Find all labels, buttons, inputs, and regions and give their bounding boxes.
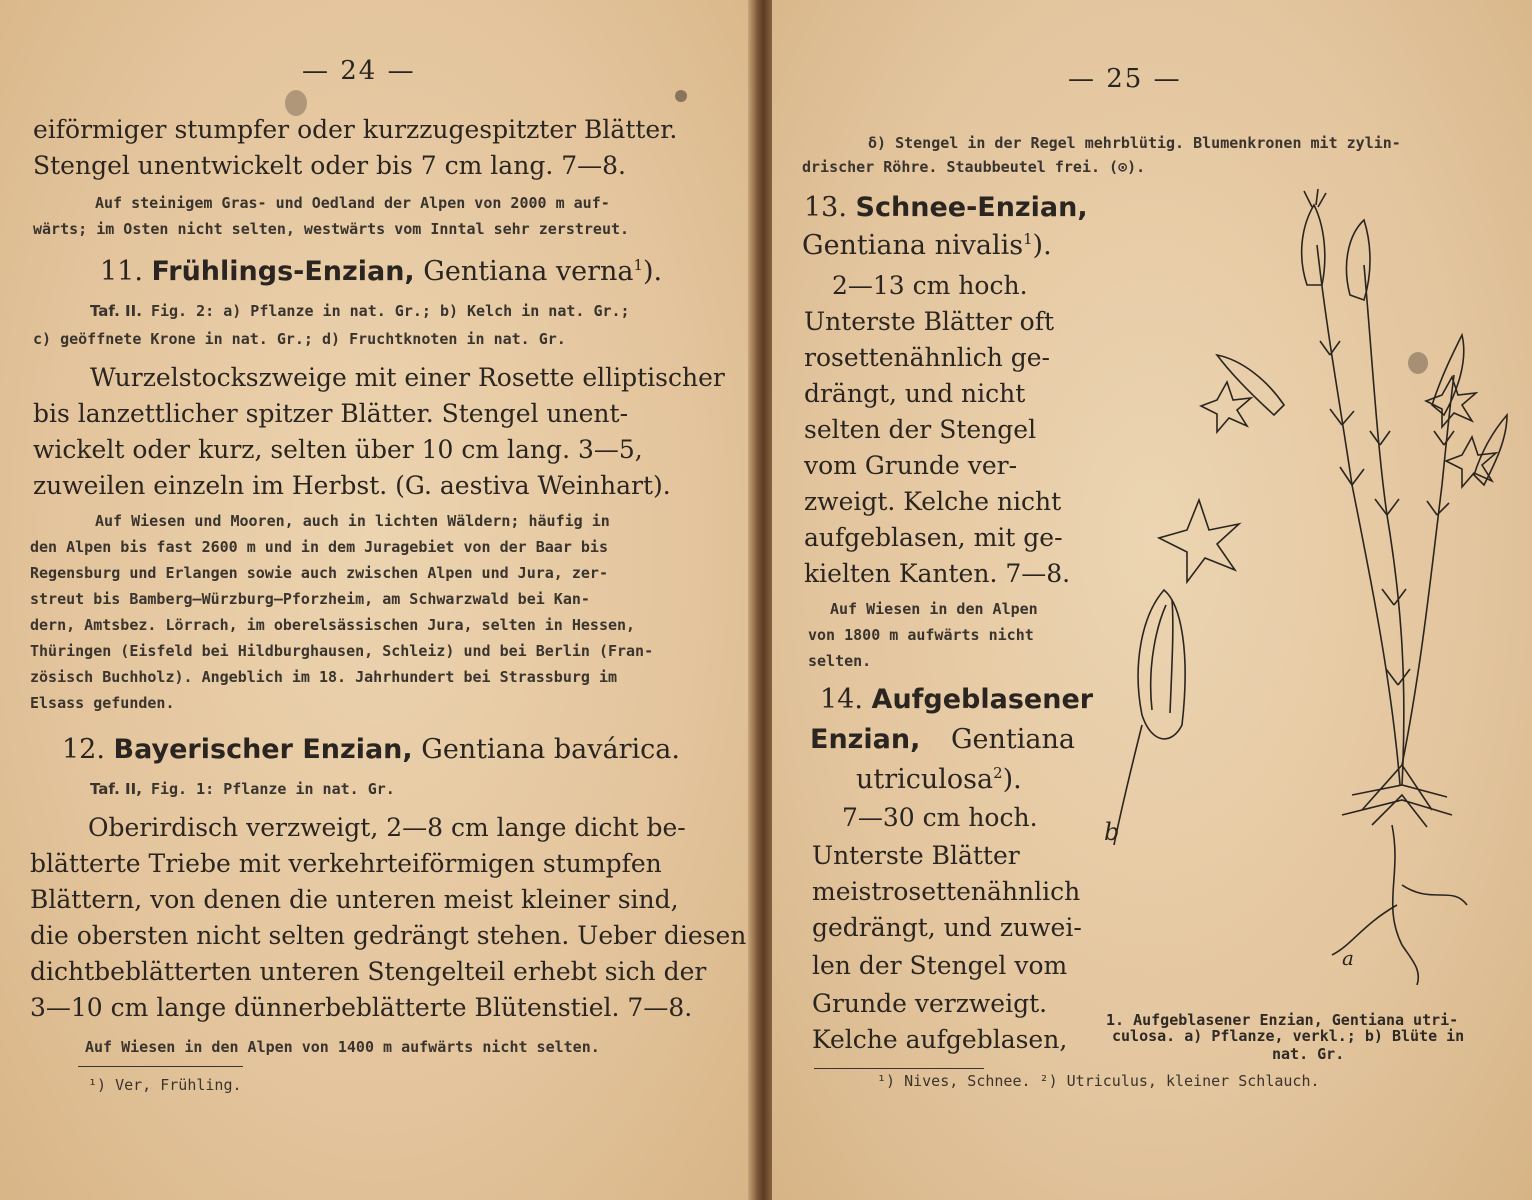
species-name: Aufgeblasener [871, 684, 1094, 715]
plant-drawing [1114, 189, 1507, 985]
description-line: bis lanzettlicher spitzer Blätter. Stengel unent- [33, 399, 629, 428]
description-line: vom Grunde ver- [804, 451, 1018, 480]
species-latin: Gentiana [950, 724, 1075, 755]
page-number: — 25 — [1068, 64, 1182, 94]
habitat-line: Auf Wiesen und Mooren, auch in lichten Wäldern; häufig in [95, 512, 610, 530]
description-line: aufgeblasen, mit ge- [804, 523, 1063, 552]
habitat-line: von 1800 m aufwärts nicht [808, 626, 1034, 644]
plate-text: Fig. 1: Pflanze in nat. Gr. [150, 780, 395, 798]
intro-line: drischer Röhre. Staubbeutel frei. (⊙). [802, 158, 1146, 176]
species-latin: Gentiana nivalis [802, 230, 1024, 261]
description-line: Grunde verzweigt. [812, 989, 1048, 1018]
species-number: 11. [100, 256, 143, 287]
habitat-line: den Alpen bis fast 2600 m und in dem Juragebiet von der Baar bis [30, 538, 608, 556]
figure-caption-line: 1. Aufgeblasener Enzian, Gentiana utri- [1106, 1011, 1459, 1029]
footnote: ¹) Ver, Frühling. [88, 1076, 242, 1094]
species-name: Enzian, [810, 724, 921, 755]
species-name: Frühlings-Enzian, [151, 256, 415, 287]
species-latin-14: utriculosa$^2$). [856, 764, 1022, 795]
species-latin: Gentiana bavárica. [421, 734, 680, 765]
ink-stain [675, 90, 687, 102]
gentian-illustration [1102, 185, 1512, 1005]
plate-label: Taf. II. [90, 302, 142, 320]
species-latin-13: Gentiana nivalis$^1$). [802, 230, 1052, 261]
footnote: ¹) Nives, Schnee. ²) Utriculus, kleiner Schlauch. [877, 1072, 1320, 1090]
plate-reference [90, 776, 395, 802]
habitat-line: Auf Wiesen in den Alpen von 1400 m aufwärts nicht selten. [85, 1038, 600, 1056]
page-number: — 24 — [302, 56, 416, 86]
description-line: Kelche aufgeblasen, [812, 1025, 1068, 1054]
species-heading-14-cont [810, 724, 1075, 755]
habitat-line: streut bis Bamberg—Würzburg—Pforzheim, am Schwarzwald bei Kan- [30, 590, 590, 608]
species-name: Bayerischer Enzian, [113, 734, 413, 765]
description-line: meistrosettenähnlich [812, 877, 1081, 906]
habitat-line: zösisch Buchholz). Angeblich im 18. Jahrhundert bei Strassburg im [30, 668, 617, 686]
habitat-line: Elsass gefunden. [30, 694, 175, 712]
description-line: 7—30 cm hoch. [842, 803, 1038, 832]
text-line: Stengel unentwickelt oder bis 7 cm lang. 7—8. [33, 151, 626, 180]
description-line: 3—10 cm lange dünnerbeblätterte Blütenstiel. 7—8. [30, 993, 693, 1022]
figure-label-a: a [1342, 946, 1354, 970]
species-latin: Gentiana verna [423, 256, 634, 287]
description-line: Oberirdisch verzweigt, 2—8 cm lange dicht be- [88, 813, 686, 842]
species-heading-13 [804, 192, 1088, 223]
description-line: blätterte Triebe mit verkehrteiförmigen stumpfen [30, 849, 662, 878]
species-heading-14 [820, 684, 1093, 715]
description-line: wickelt oder kurz, selten über 10 cm lang. 3—5, [33, 435, 643, 464]
habitat-line: wärts; im Osten nicht selten, westwärts vom Inntal sehr zerstreut. [33, 220, 630, 238]
species-heading-12 [62, 734, 680, 765]
description-line: Unterste Blätter oft [804, 307, 1054, 336]
description-line: die obersten nicht selten gedrängt stehen. Ueber diesen [30, 921, 747, 950]
habitat-line: Thüringen (Eisfeld bei Hildburghausen, Schleiz) und bei Berlin (Fran- [30, 642, 654, 660]
figure-label-b: b [1104, 818, 1120, 846]
figure-caption-line: nat. Gr. [1272, 1045, 1345, 1063]
plate-label: Taf. II, [90, 780, 142, 798]
habitat-line: Auf Wiesen in den Alpen [830, 600, 1038, 618]
footnote-marker: 1 [633, 256, 643, 274]
habitat-line: selten. [808, 652, 872, 670]
description-line: 2—13 cm hoch. [832, 271, 1028, 300]
right-page [772, 0, 1532, 1200]
species-number: 14. [820, 684, 863, 715]
figure-caption-line: culosa. a) Pflanze, verkl.; b) Blüte in [1112, 1027, 1465, 1045]
habitat-line: Auf steinigem Gras- und Oedland der Alpen von 2000 m auf- [95, 194, 610, 212]
description-line: zweigt. Kelche nicht [804, 487, 1062, 516]
intro-line: δ) Stengel in der Regel mehrblütig. Blumenkronen mit zylin- [868, 134, 1401, 152]
footnote-rule [814, 1068, 984, 1069]
plate-text: c) geöffnete Krone in nat. Gr.; d) Fruchtknoten in nat. Gr. [33, 330, 566, 348]
plate-reference [90, 298, 630, 324]
description-line: zuweilen einzeln im Herbst. (G. aestiva Weinhart). [33, 471, 671, 500]
description-line: Unterste Blätter [812, 841, 1020, 870]
description-line: selten der Stengel [804, 415, 1037, 444]
habitat-line: Regensburg und Erlangen sowie auch zwischen Alpen und Jura, zer- [30, 564, 608, 582]
species-latin: utriculosa [856, 764, 994, 795]
footnote-rule [78, 1066, 243, 1067]
species-number: 12. [62, 734, 105, 765]
footnote-marker: 1 [1023, 230, 1033, 248]
description-line: gedrängt, und zuwei- [812, 913, 1082, 942]
description-line: kielten Kanten. 7—8. [804, 559, 1071, 588]
species-heading-11: 11. Frühlings-Enzian, Gentiana verna$^1$). [100, 256, 663, 287]
description-line: dichtbeblätterten unteren Stengelteil erhebt sich der [30, 957, 707, 986]
footnote-marker: 2 [993, 764, 1003, 782]
species-name: Schnee-Enzian, [855, 192, 1088, 223]
description-line: Blättern, von denen die unteren meist kleiner sind, [30, 885, 679, 914]
plate-text: Fig. 2: a) Pflanze in nat. Gr.; b) Kelch in nat. Gr.; [150, 302, 630, 320]
species-number: 13. [804, 192, 847, 223]
description-line: drängt, und nicht [804, 379, 1026, 408]
description-line: len der Stengel vom [812, 951, 1068, 980]
description-line: rosettenähnlich ge- [804, 343, 1051, 372]
left-page [0, 0, 752, 1200]
text-line: eiförmiger stumpfer oder kurzzugespitzter Blätter. [33, 115, 678, 144]
description-line: Wurzelstockszweige mit einer Rosette elliptischer [90, 363, 725, 392]
habitat-line: dern, Amtsbez. Lörrach, im oberelsässischen Jura, selten in Hessen, [30, 616, 636, 634]
